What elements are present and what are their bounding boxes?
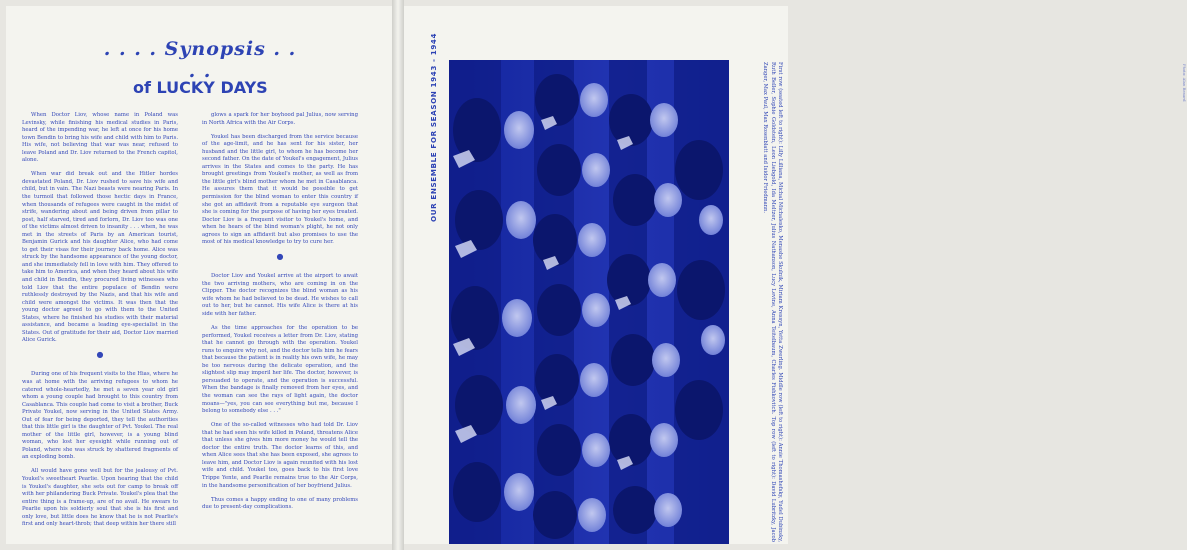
synopsis-paragraph: Thus comes a happy ending to one of many problems due to present-day complications.	[202, 496, 358, 511]
section-bullet: ●	[276, 252, 284, 262]
synopsis-paragraph: Youkel has been discharged from the service because of the age-limit, and he has sent for his sister, her husband and the little girl, to whom he has become her second father. On the date of Youkel's engagement, Julius arrives in the States and comes to the party. He has brought greetings from Youkel's mother, as well as from the little girl's blind mother whom he met in Casablanca. He assures them that it would be possible to get permission for the blind woman to enter this country if she got an affidavit from a reputable eye surgeon that she is coming for the purpose of having her eyes treated. Doctor Liov is a frequent visitor to Youkel's home, and when he hears of the blind woman's plight, he not only agrees to sign an affidavit but also promises to use the most of his medical knowledge to try to cure her.	[202, 133, 358, 246]
ensemble-photo	[449, 60, 729, 544]
synopsis-paragraph: One of the so-called witnesses who had told Dr. Liov that he had seen his wife killed in Poland, threatens Alice that unless she gives him more money he would tell the doctor the entire truth. The doctor learns of this, and when Alice sees that she has been exposed, she agrees to leave him, and Doctor Liov is again reunited with his lost wife and child. Youkel too, goes back to his first love Trippe Yente, and Pearlie remains true to the Air Corps, in the handsome personification of her boyfriend Julius.	[202, 422, 358, 489]
section-bullet: ●	[96, 350, 104, 360]
photo-credit: Photo: Alan Renard	[1182, 64, 1187, 102]
synopsis-paragraph: glows a spark for her boyhood pal Julius, now serving in North Africa with the Air Corps.	[202, 112, 358, 126]
synopsis-paragraph: As the time approaches for the operation to be performed, Youkel receives a letter from Dr. Liov, stating that he cannot go through with the operation. Youkel runs to enquire why not, and the doctor tells him he fears that because the patient is in reality his own wife, he may be too nervous during the delicate operation, and the slightest slip may imperil her life. The doctor, however, is persuaded to operate, and the operation is successful. When the bandage is finally removed from her eyes, and the woman can see the rays of light again, the doctor moans—"yes, you can see everything but me, because I belong to somebody else . . ."	[202, 325, 358, 415]
synopsis-column-1	[22, 112, 178, 535]
ensemble-photo-graphic	[449, 60, 729, 544]
season-heading: OUR ENSEMBLE FOR SEASON 1943 - 1944	[429, 32, 438, 222]
synopsis-paragraph: Doctor Liov and Youkel arrive at the airport to await the two arriving mothers, who are coming in on the Clipper. The doctor recognizes the blind woman as his wife whom he had believed to be dead. He wishes to call out to her, but he cannot. His wife Alice is there at his side with her father.	[202, 273, 358, 318]
photo-caption: First row (seated left to right): Lilly Lilliana, Michal Michalesko, Menashe Skulnik, Miriam Kressyn, Yetta Zwerling. Middle row (left to right): Annie Thomashefsky, Yudel Dubinsky, Ruth Beller, Sophie Goldstein, Leon Liebgold, Ida Meltzer, Julius Nathanson, Lucy Levine, Anna Teitelbaum, Charles Fishkovitch. Top row (left to right): David Lubritzky, Jacob Zanger, Max Paul, Max Rosenblatt and Isidor Friedmann.	[762, 62, 783, 542]
page-gutter	[392, 0, 404, 550]
synopsis-paragraph: When war did break out and the Hitler hordes devastated Poland, Dr. Liov rushed to save his wife and child, but in vain. The Nazi beasts were nearing Paris. In the turmoil that followed those hectic days in France, when thousands of refugees were caught in the midst of strife, wandering about and being driven from pillar to post, half starved, tired and forlorn, Dr. Liov too was one of the victims almost driven to insanity . . . when, he was met in the streets of Paris by an American tourist, Benjamin Gurick and his daughter Alice, who had come to get their visas for their journey back home. Alice was struck by the handsome appearance of the young doctor, and she immediately fell in love with him. They offered to take him to America, and when they heard about his wife and child in Bendin, they procured living witnesses who told Liov that the entire populace of Bendin were ruthlessly destroyed by the Nazis, and that his wife and child were amongst the victims. It was then that the young doctor agreed to go with them to the United States, where he finished his studies with their material assistance, and became a leading eye-specialist in the States. Out of gratitude for their aid, Doctor Liov married Alice Gurick.	[22, 171, 178, 344]
photo-caption-area	[735, 62, 1187, 542]
synopsis-paragraph: When Doctor Liov, whose name in Poland was Levinsky, while finishing his medical studies in Paris, heard of the impending war, he left at once for his home town Bendin to bring his wife and child with him to Paris. His wife, not believing that war was near, refused to leave Poland and Dr. Liov returned to the French capitol, alone.	[22, 112, 178, 164]
synopsis-paragraph: All would have gone well but for the jealousy of Pvt. Youkel's sweetheart Pearlie. Upon hearing that the child is Youkel's daughter, she sets out for camp to break off with her philandering Buck Private. Youkel's plea that the entire thing is a frame-up, are of no avail. He swears to Pearlie upon his soldierly soul that she is his first and only love, but little does he know that he is not Pearlie's first and only heart-throb; that deep within her there still	[22, 468, 178, 528]
play-title: of LUCKY DAYS	[133, 78, 268, 97]
synopsis-column-2	[202, 112, 358, 518]
synopsis-paragraph: During one of his frequent visits to the Hias, where he was at home with the arriving refugees to whom he catered whole-heartedly, he met a seven year old girl whom a young couple had brought to this country from Casablanca. This couple had come to visit a brother, Buck Private Youkel, now serving in the United States Army. Out of fear for being deported, they tell the authorities that this little girl is the daughter of Pvt. Youkel. The real mother of the little girl, however, is a young blind woman, who lost her eyesight while running out of Poland, where she was struck by shattered fragments of an exploding bomb.	[22, 371, 178, 461]
synopsis-title: . . . . Synopsis . . . .	[103, 38, 297, 82]
